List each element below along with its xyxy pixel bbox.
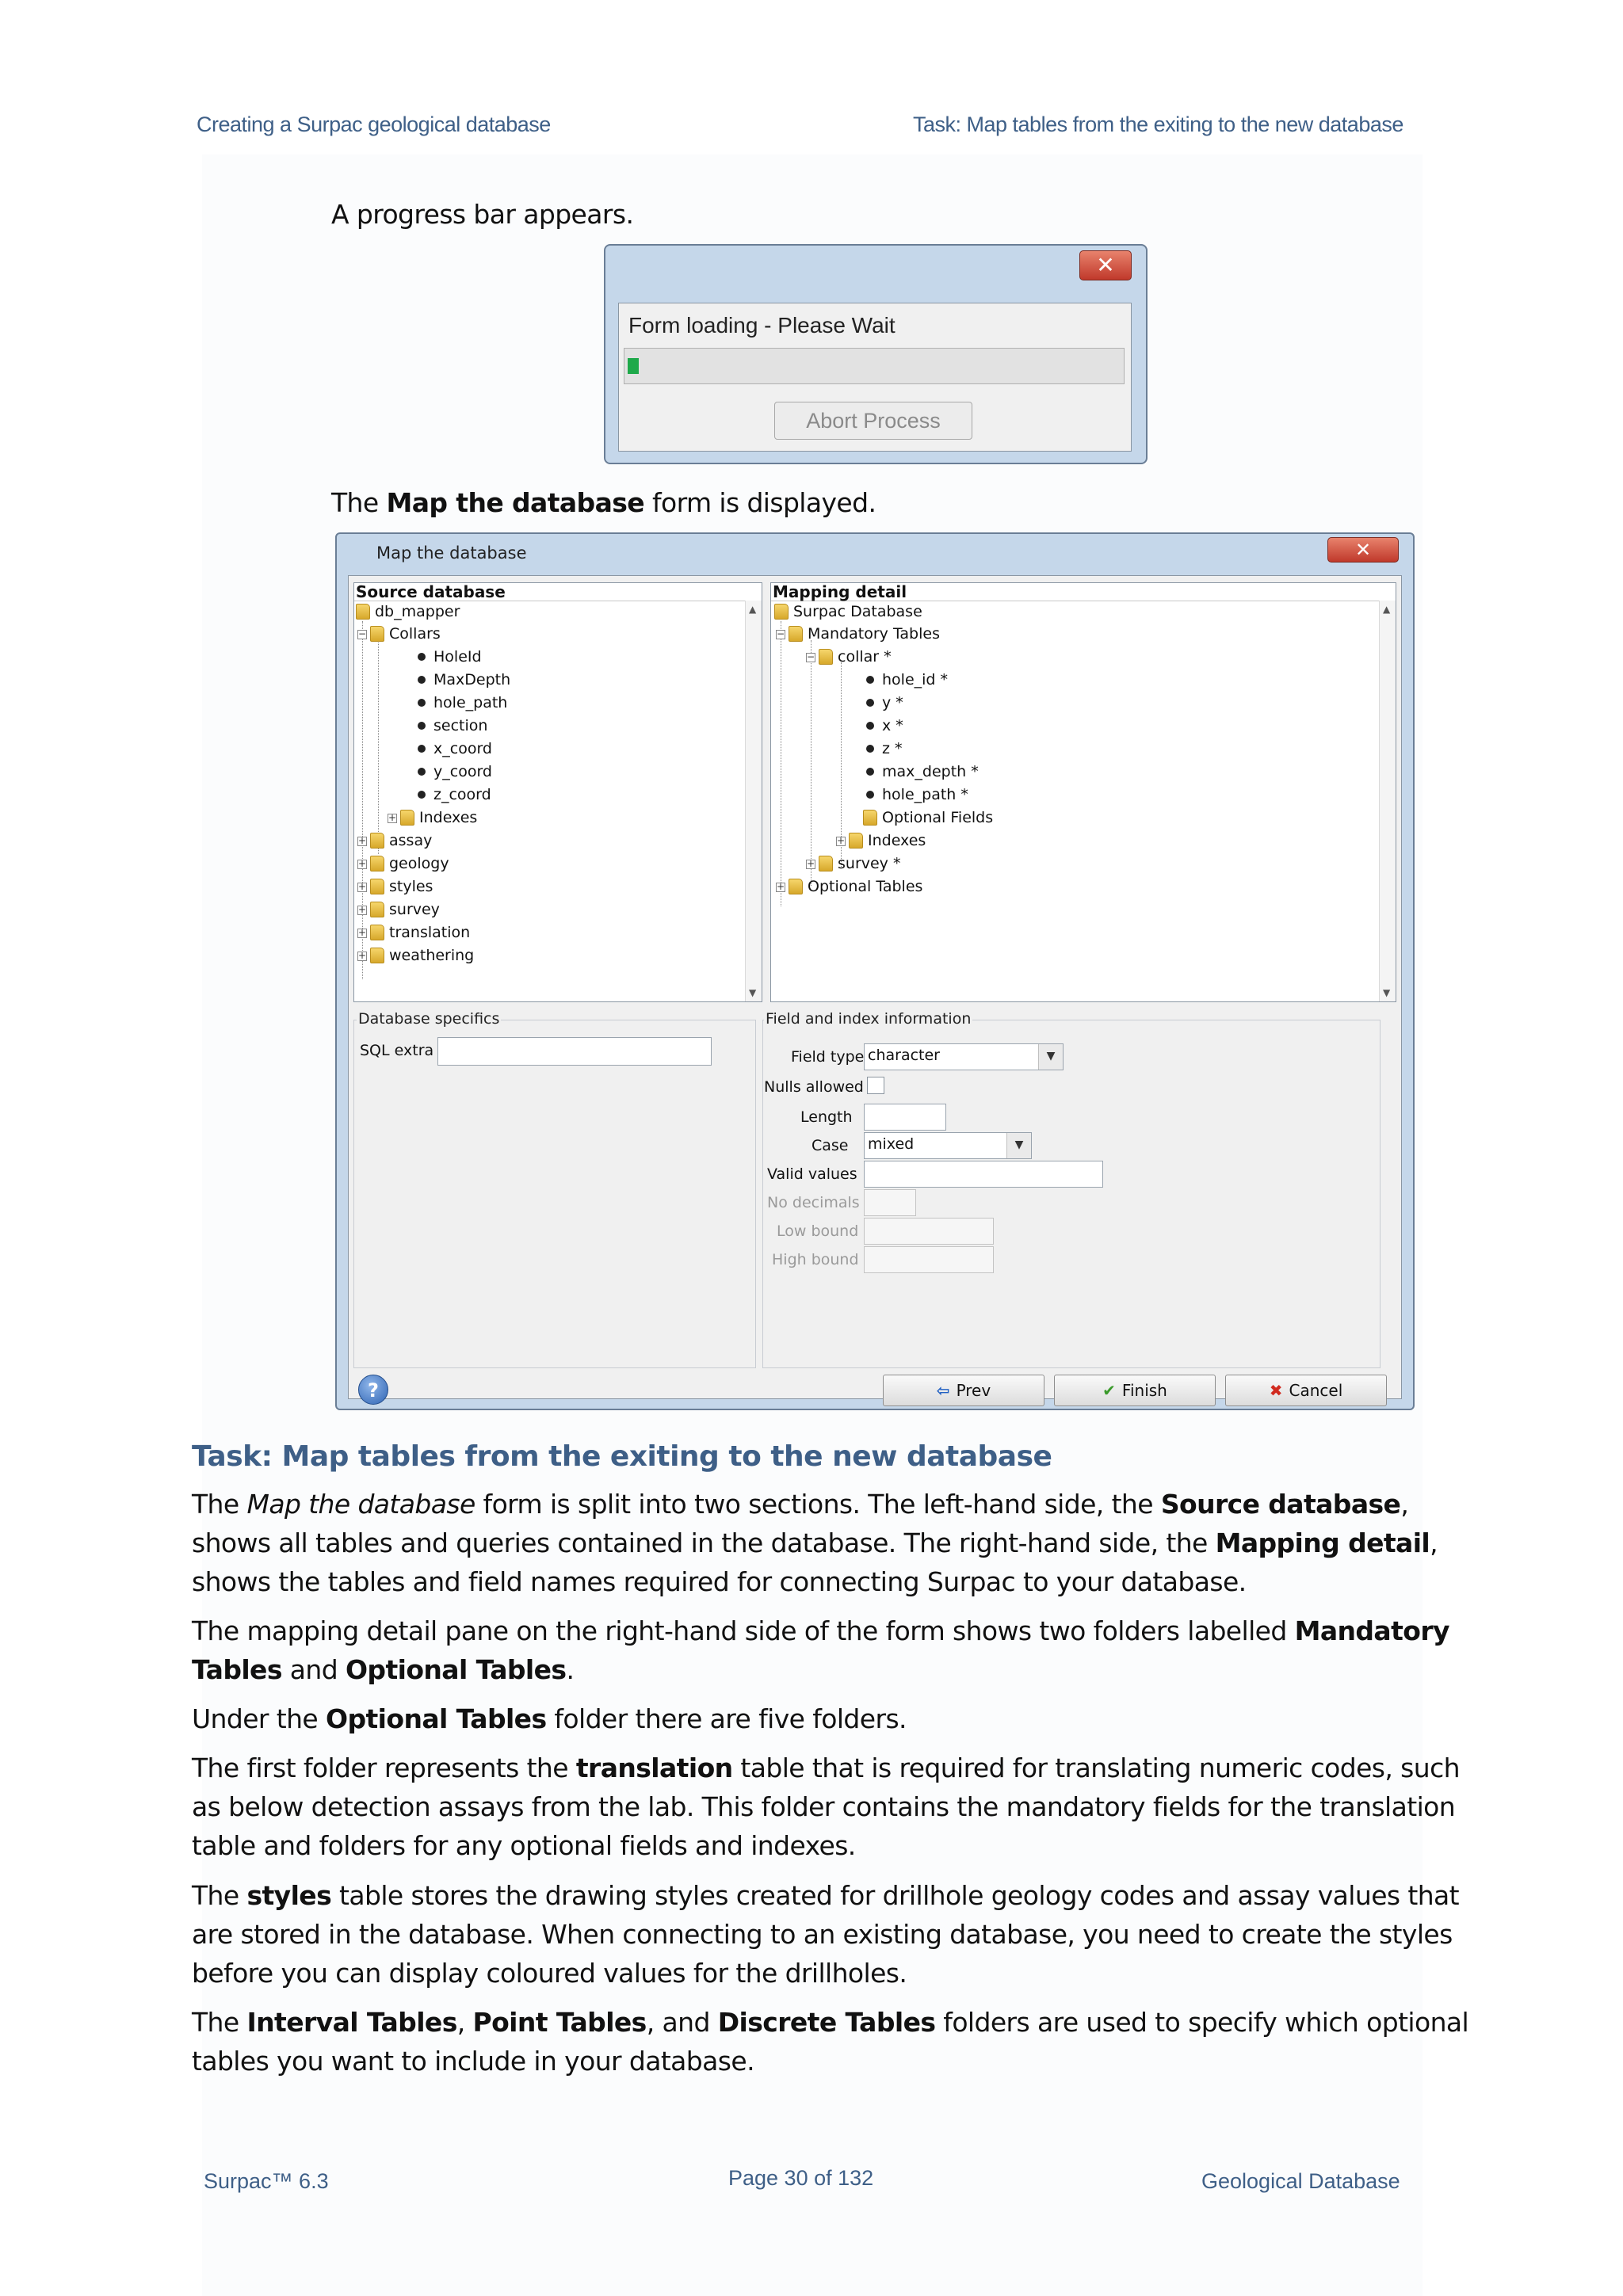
tree-node-table[interactable]: + assay <box>358 832 433 849</box>
field-type-label: Field type <box>791 1048 865 1066</box>
mapping-detail-pane[interactable] <box>770 582 1396 1002</box>
folder-icon <box>370 833 384 849</box>
folder-icon <box>774 604 789 620</box>
tree-node-table[interactable]: + survey <box>358 901 440 918</box>
expand-icon[interactable]: + <box>358 927 367 938</box>
no-decimals-label: No decimals <box>767 1194 860 1211</box>
valid-values-label: Valid values <box>767 1165 857 1183</box>
sql-extra-input[interactable] <box>437 1037 712 1066</box>
footer-product: Surpac™ 6.3 <box>204 2169 329 2193</box>
tree-node-indexes[interactable]: + Indexes <box>837 832 926 849</box>
field-bullet-icon <box>418 699 426 707</box>
field-bullet-icon <box>418 768 426 776</box>
tree-node-collar[interactable]: − collar * <box>807 648 892 666</box>
tree-node-table[interactable]: + weathering <box>358 947 475 964</box>
paragraph: The first folder represents the translation table that is required for translating numeric codes, such as below detection assays from the lab. This folder contains the mandatory fields for the translation table and folders for any optional fields and indexes. <box>192 1753 1460 1861</box>
folder-icon <box>370 856 384 871</box>
collapse-icon[interactable]: − <box>358 628 367 639</box>
tree-node-collars[interactable]: − Collars <box>358 625 441 643</box>
folder-icon <box>789 626 803 642</box>
tree-field[interactable]: y_coord <box>418 762 492 781</box>
high-bound-label: High bound <box>772 1251 859 1268</box>
field-bullet-icon <box>418 722 426 730</box>
field-bullet-icon <box>866 676 874 684</box>
high-bound-input[interactable] <box>864 1246 994 1273</box>
close-icon[interactable]: ✕ <box>1327 537 1399 563</box>
expand-icon[interactable]: + <box>807 858 815 869</box>
section-heading: Task: Map tables from the exiting to the new database <box>192 1440 1052 1473</box>
tree-node-indexes[interactable]: + Indexes <box>388 809 478 826</box>
progress-intro-text: A progress bar appears. <box>331 199 634 230</box>
tree-node-table[interactable]: + styles <box>358 878 433 895</box>
progress-fill <box>628 358 639 374</box>
low-bound-input[interactable] <box>864 1218 994 1245</box>
folder-icon <box>370 626 384 642</box>
expand-icon[interactable]: + <box>358 904 367 915</box>
expand-icon[interactable]: + <box>358 835 367 846</box>
prev-button[interactable]: ⇦ Prev <box>883 1375 1044 1406</box>
folder-icon <box>400 810 414 826</box>
chevron-down-icon[interactable]: ▼ <box>1038 1044 1063 1070</box>
expand-icon[interactable]: + <box>358 881 367 892</box>
progress-bar <box>624 348 1125 384</box>
chevron-down-icon[interactable]: ▼ <box>1006 1133 1031 1158</box>
folder-icon <box>819 649 833 665</box>
valid-values-input[interactable] <box>864 1161 1103 1188</box>
folder-icon <box>370 948 384 963</box>
tree-node-optional-tables[interactable]: + Optional Tables <box>777 878 923 895</box>
database-specifics-group <box>353 1020 756 1368</box>
map-intro-bold: Map the database <box>386 487 645 518</box>
no-decimals-input[interactable] <box>864 1189 916 1216</box>
scroll-up-icon[interactable]: ▲ <box>749 604 757 615</box>
case-select[interactable]: mixed ▼ <box>864 1132 1032 1159</box>
tree-node-surpac-database[interactable]: Surpac Database <box>774 602 922 621</box>
paragraph: The mapping detail pane on the right-hand side of the form shows two folders labelled Mandatory Tables and Optional Tables. <box>192 1615 1449 1685</box>
folder-icon <box>370 879 384 894</box>
mapping-detail-header: Mapping detail <box>771 583 1396 601</box>
tree-node-table[interactable]: + geology <box>358 855 449 872</box>
tree-field[interactable]: section <box>418 716 487 735</box>
cancel-button[interactable]: ✖ Cancel <box>1225 1375 1387 1406</box>
arrow-left-icon: ⇦ <box>936 1381 950 1400</box>
tree-line <box>378 640 379 854</box>
collapse-icon[interactable]: − <box>807 651 815 662</box>
sql-extra-label: SQL extra <box>360 1042 434 1059</box>
tree-node-survey[interactable]: + survey * <box>807 855 901 872</box>
expand-icon[interactable]: + <box>358 950 367 961</box>
field-bullet-icon <box>418 653 426 661</box>
expand-icon[interactable]: + <box>777 881 785 892</box>
dialog-body <box>348 575 1402 1402</box>
tree-node-db-mapper[interactable]: db_mapper <box>356 602 460 621</box>
cross-icon: ✖ <box>1269 1381 1283 1400</box>
close-icon[interactable]: ✕ <box>1079 250 1132 280</box>
folder-icon <box>789 879 803 894</box>
folder-icon <box>356 604 370 620</box>
finish-button[interactable]: ✔ Finish <box>1054 1375 1216 1406</box>
nulls-allowed-label: Nulls allowed <box>764 1078 864 1096</box>
tree-field[interactable]: MaxDepth <box>418 670 510 689</box>
paragraph: The styles table stores the drawing styles created for drillhole geology codes and assay values that are stored in the database. When connecting to an existing database, you need to create the styles before you can display coloured values for the drillholes. <box>192 1880 1459 1989</box>
progress-label: Form loading - Please Wait <box>628 313 896 338</box>
running-header-left: Creating a Surpac geological database <box>197 113 551 136</box>
folder-icon <box>370 925 384 940</box>
tree-field[interactable]: y * <box>866 693 903 712</box>
length-label: Length <box>800 1108 853 1126</box>
field-bullet-icon <box>418 745 426 753</box>
running-header-right: Task: Map tables from the exiting to the new database <box>913 113 1403 136</box>
source-database-header: Source database <box>354 583 762 601</box>
tree-field[interactable]: z_coord <box>418 785 491 804</box>
field-bullet-icon <box>866 768 874 776</box>
length-input[interactable] <box>864 1104 946 1131</box>
tree-field[interactable]: z * <box>866 739 903 758</box>
expand-icon[interactable]: + <box>358 858 367 869</box>
tree-field[interactable]: hole_id * <box>866 670 948 689</box>
map-database-dialog <box>335 532 1415 1410</box>
tree-field[interactable]: hole_path * <box>866 785 968 804</box>
source-scrollbar[interactable] <box>745 601 762 1001</box>
field-index-title: Field and index information <box>766 1010 972 1028</box>
folder-icon <box>819 856 833 871</box>
map-intro-text <box>331 483 876 522</box>
field-bullet-icon <box>866 722 874 730</box>
footer-page-number: Page 30 of 132 <box>728 2166 874 2190</box>
low-bound-label: Low bound <box>777 1222 859 1240</box>
tree-node-mandatory-tables[interactable]: − Mandatory Tables <box>777 625 940 643</box>
tree-line <box>811 640 812 886</box>
field-bullet-icon <box>418 676 426 684</box>
mapping-scrollbar[interactable] <box>1379 601 1396 1001</box>
tree-field[interactable]: x * <box>866 716 903 735</box>
progress-panel <box>618 303 1132 452</box>
footer-title: Geological Database <box>1201 2169 1400 2193</box>
folder-icon <box>863 810 877 826</box>
expand-icon[interactable]: + <box>837 835 846 846</box>
map-intro-suffix: form is displayed. <box>644 487 876 518</box>
expand-icon[interactable]: + <box>388 812 397 823</box>
map-intro-prefix: The <box>331 487 387 518</box>
folder-icon <box>370 902 384 917</box>
scroll-down-icon[interactable]: ▼ <box>1383 987 1391 998</box>
folder-icon <box>849 833 863 849</box>
field-bullet-icon <box>418 791 426 799</box>
field-type-select[interactable]: character ▼ <box>864 1043 1064 1070</box>
field-bullet-icon <box>866 745 874 753</box>
dialog-title: Map the database <box>376 543 527 563</box>
progress-dialog <box>604 244 1148 464</box>
database-specifics-title: Database specifics <box>358 1010 500 1028</box>
field-bullet-icon <box>866 791 874 799</box>
paragraph: The Interval Tables, Point Tables, and Discrete Tables folders are used to specify which optional tables you want to include in your database. <box>192 2007 1469 2077</box>
collapse-icon[interactable]: − <box>777 628 785 639</box>
tree-node-optional-fields[interactable]: Optional Fields <box>863 808 993 827</box>
tree-field[interactable]: x_coord <box>418 739 492 758</box>
tree-field[interactable]: hole_path <box>418 693 507 712</box>
tree-field[interactable]: max_depth * <box>866 762 979 781</box>
scroll-up-icon[interactable]: ▲ <box>1383 604 1391 615</box>
case-label: Case <box>812 1137 849 1154</box>
help-icon[interactable]: ? <box>358 1375 388 1405</box>
tree-node-table[interactable]: + translation <box>358 924 471 941</box>
tree-field[interactable]: HoleId <box>418 647 482 666</box>
nulls-allowed-checkbox[interactable] <box>867 1077 884 1094</box>
paragraph: The Map the database form is split into two sections. The left-hand side, the Source database, shows all tables and queries contained in the database. The right-hand side, the Mapping detail, shows the tables and field names required for connecting Surpac to your database. <box>192 1489 1438 1597</box>
paragraph: Under the Optional Tables folder there are five folders. <box>192 1703 907 1734</box>
field-bullet-icon <box>866 699 874 707</box>
abort-process-button[interactable]: Abort Process <box>774 402 972 440</box>
source-database-pane[interactable] <box>353 582 762 1002</box>
checkmark-icon: ✔ <box>1102 1381 1116 1400</box>
scroll-down-icon[interactable]: ▼ <box>749 987 757 998</box>
